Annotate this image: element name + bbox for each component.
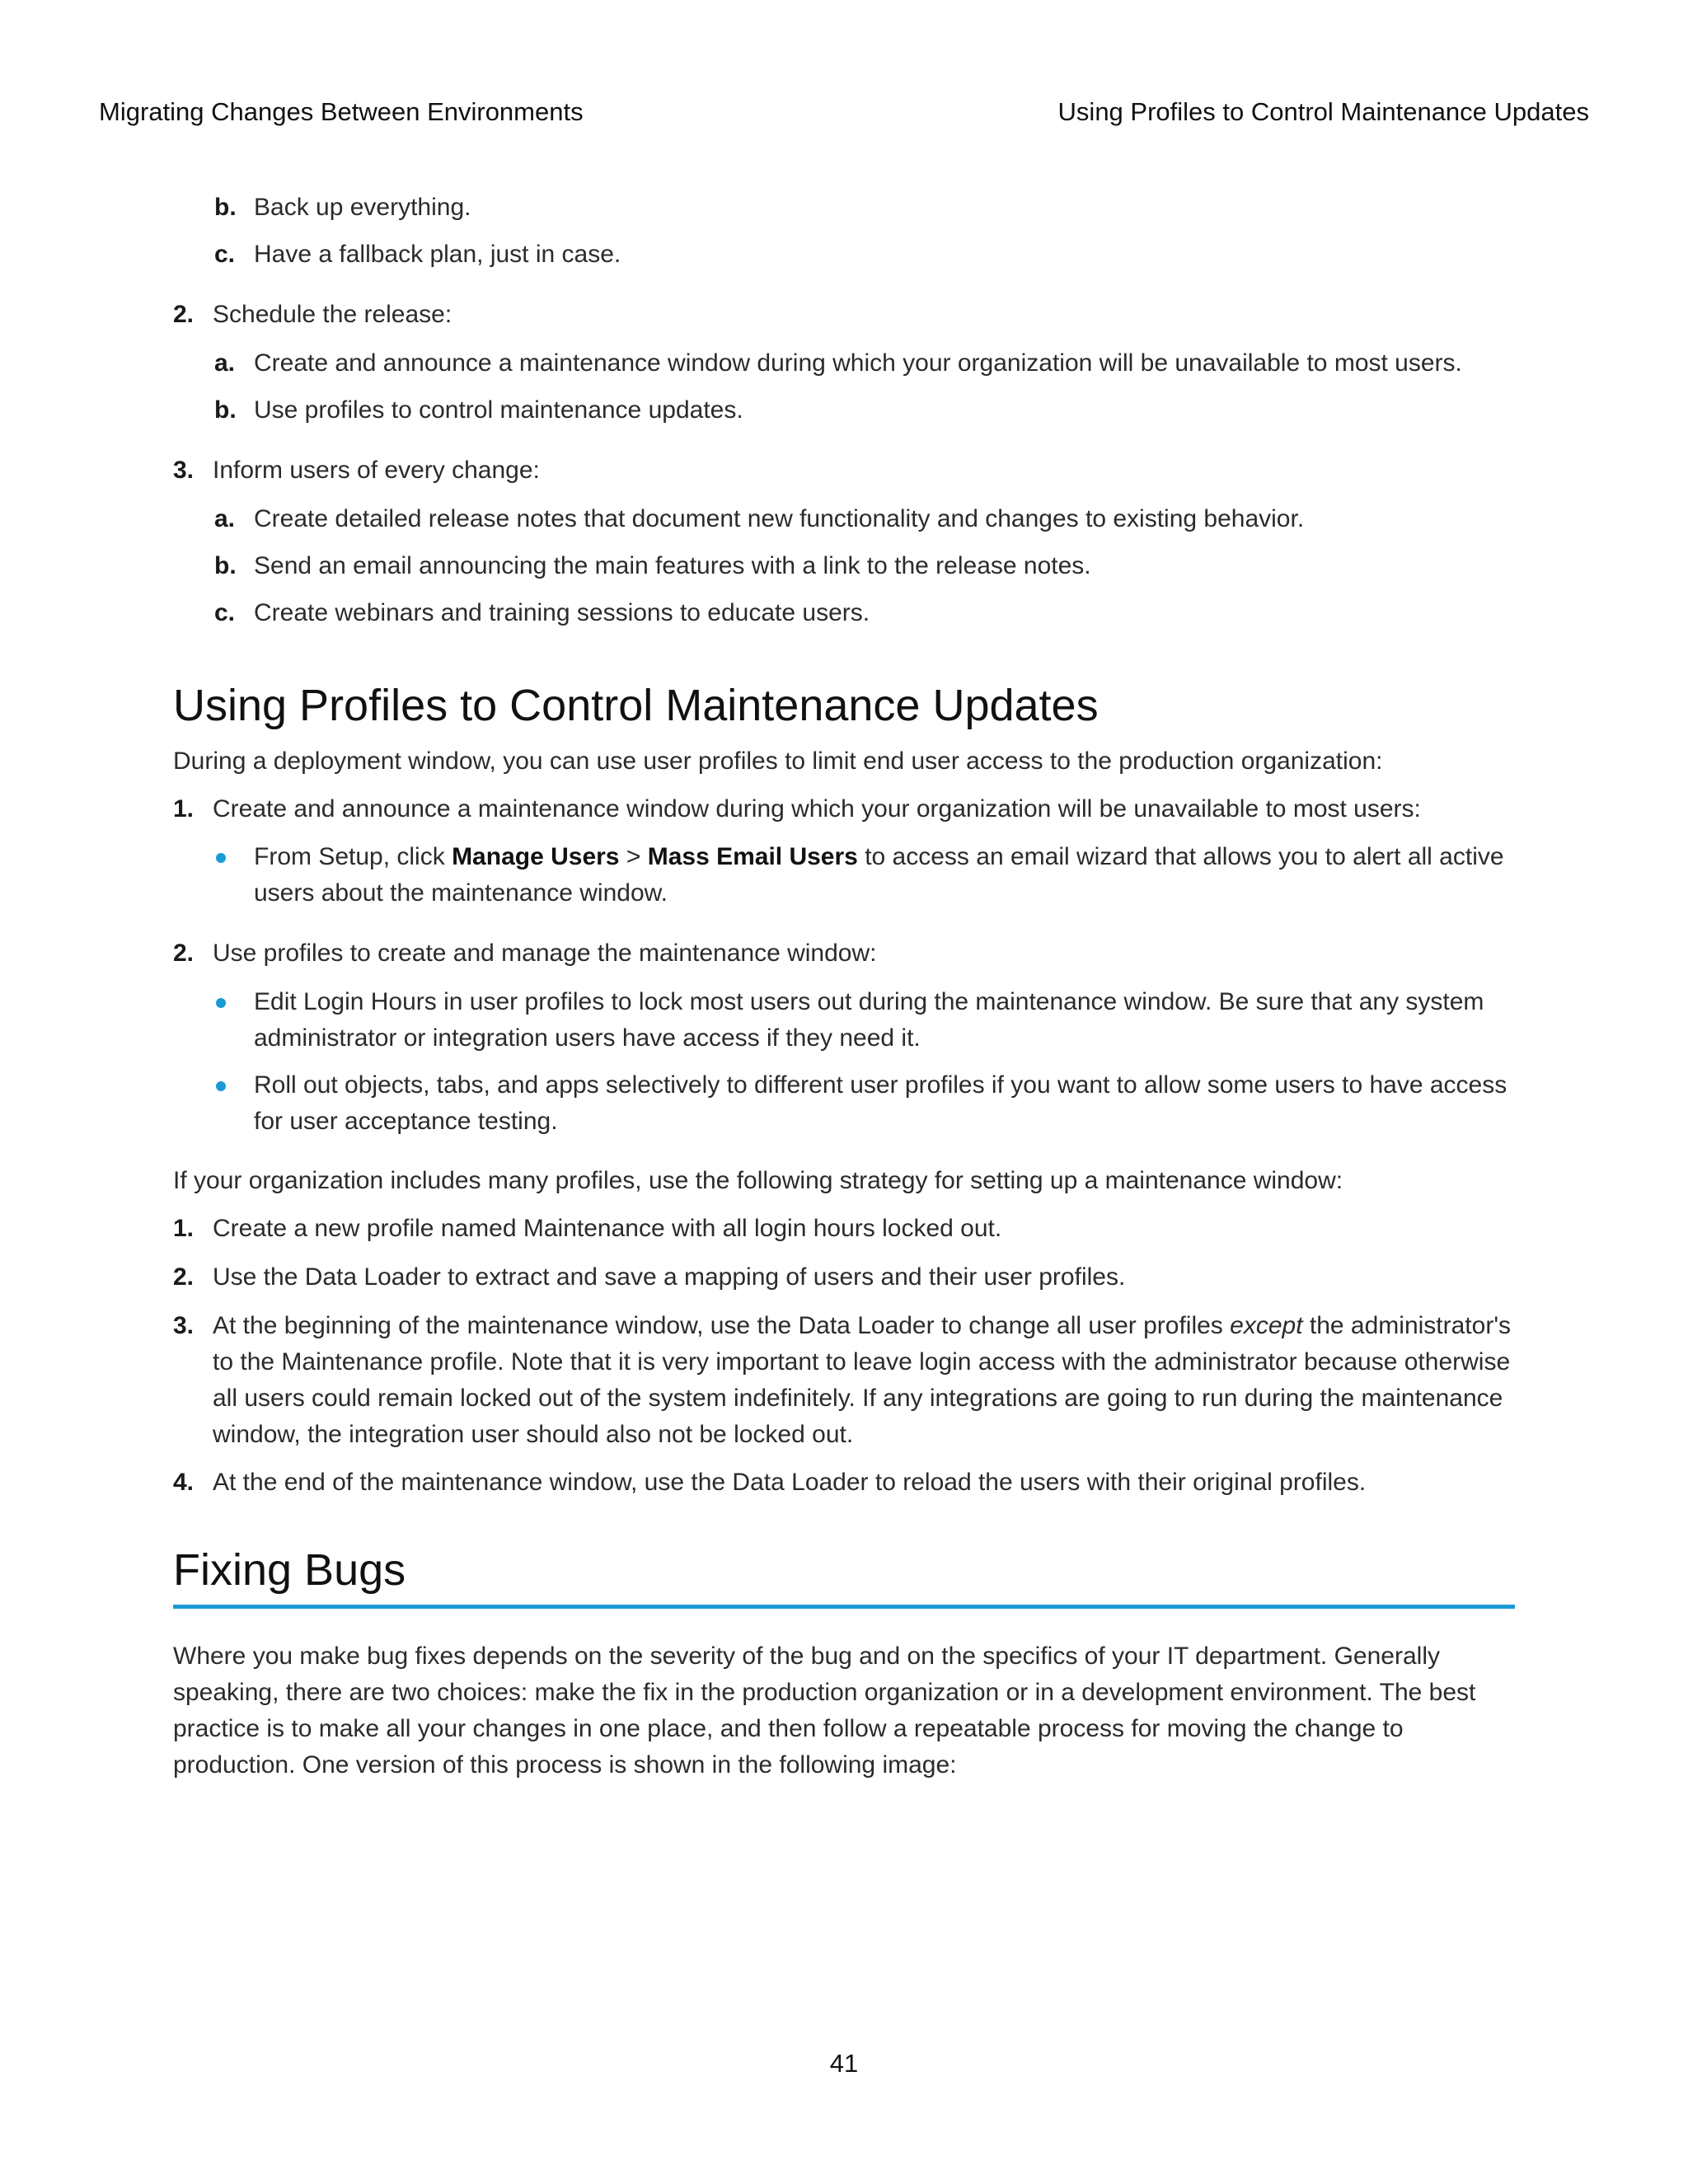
list-marker: b. [214, 396, 237, 424]
bullet-text [254, 843, 1504, 907]
list-item [214, 345, 1517, 382]
list-item-text-pre: At the beginning of the maintenance window, use the Data Loader to change all user profiles [213, 1312, 1231, 1339]
page-number: 41 [829, 2049, 859, 2078]
bullet-item [254, 1067, 1517, 1140]
list-marker: b. [214, 552, 237, 579]
list-item [173, 452, 1517, 489]
list-marker: a. [214, 349, 236, 377]
list-marker: 3. [173, 457, 195, 484]
list-item-text-post: the administrator's to the Maintenance profile. Note that it is very important to leave login access with the administrator because otherwise all users could remain locked out of the system indefinitely. If any integrations are going to run during the maintenance window, the integration user should also not be locked out. [213, 1312, 1512, 1448]
list-item [173, 1465, 1517, 1501]
list-item-text: Create and announce a maintenance window during which your organization will be unavailable to most users. [254, 349, 1462, 377]
emphasis-except: except [1230, 1312, 1303, 1339]
list-item [173, 1259, 1517, 1296]
bullet-dot-icon [216, 853, 226, 863]
list-item [214, 595, 1517, 631]
list-item-text: Back up everything. [254, 194, 471, 221]
path-separator: > [619, 843, 648, 870]
bullet-dot-icon [216, 998, 226, 1008]
list-item [173, 297, 1517, 333]
list-item [173, 935, 1517, 972]
strategy-intro: If your organization includes many profiles, use the following strategy for setting up a maintenance window: [173, 1167, 1343, 1194]
list-item [173, 1308, 1517, 1453]
heading-divider [173, 1605, 1515, 1609]
list-item-text: Create and announce a maintenance window during which your organization will be unavailable to most users: [213, 795, 1421, 823]
bullet-dot-icon [216, 1081, 226, 1091]
list-item-text: Create detailed release notes that document new functionality and changes to existing behavior. [254, 505, 1305, 532]
list-marker: 1. [173, 1215, 195, 1242]
list-item-text: Have a fallback plan, just in case. [254, 241, 621, 268]
running-header [99, 97, 1589, 130]
list-item-text: Create a new profile named Maintenance with all login hours locked out. [213, 1215, 1002, 1242]
ui-label-manage-users: Manage Users [452, 843, 620, 870]
list-item-text: Use profiles to control maintenance updates. [254, 396, 743, 424]
section-heading-profiles: Using Profiles to Control Maintenance Updates [173, 681, 1099, 730]
list-item-text: Create webinars and training sessions to educate users. [254, 599, 870, 626]
header-section-title: Using Profiles to Control Maintenance Updates [1057, 97, 1589, 126]
list-item [173, 791, 1517, 827]
list-marker: b. [214, 194, 237, 221]
section-heading-fixing-bugs: Fixing Bugs [173, 1545, 406, 1595]
list-item-text: Use profiles to create and manage the maintenance window: [213, 940, 877, 967]
list-item-text: Send an email announcing the main features with a link to the release notes. [254, 552, 1091, 579]
list-item [214, 190, 1517, 226]
list-item [214, 501, 1517, 537]
list-item [214, 392, 1517, 429]
list-item-text: Use the Data Loader to extract and save a mapping of users and their user profiles. [213, 1263, 1126, 1291]
list-marker: 2. [173, 940, 195, 967]
bullet-text-pre: From Setup, click [254, 843, 452, 870]
page-content [173, 190, 1517, 1783]
bullet-text-post: to access an email wizard that allows you to alert all active users about the maintenance window. [254, 843, 1504, 907]
bullet-item [254, 984, 1517, 1057]
list-item [214, 237, 1517, 273]
section-intro: During a deployment window, you can use user profiles to limit end user access to the production organization: [173, 748, 1383, 775]
header-chapter-title: Migrating Changes Between Environments [99, 97, 584, 126]
list-marker: c. [214, 599, 236, 626]
list-marker: c. [214, 241, 236, 268]
list-marker: 3. [173, 1312, 195, 1339]
list-item-text: Inform users of every change: [213, 457, 540, 484]
list-marker: 2. [173, 1263, 195, 1291]
list-item [173, 1211, 1517, 1247]
list-item-text: Schedule the release: [213, 301, 452, 328]
list-marker: a. [214, 505, 236, 532]
bullet-item [254, 839, 1517, 912]
list-item-text: At the end of the maintenance window, use the Data Loader to reload the users with their original profiles. [213, 1469, 1367, 1496]
bullet-text: Edit Login Hours in user profiles to lock most users out during the maintenance window. Be sure that any system administrator or integration users have access if they need it. [254, 988, 1484, 1052]
ui-label-mass-email-users: Mass Email Users [647, 843, 858, 870]
list-item-text [213, 1312, 1511, 1448]
list-marker: 2. [173, 301, 195, 328]
list-item [214, 548, 1517, 584]
list-marker: 1. [173, 795, 195, 823]
bullet-text: Roll out objects, tabs, and apps selectively to different user profiles if you want to allow some users to have access for user acceptance testing. [254, 1071, 1507, 1135]
fixing-bugs-body: Where you make bug fixes depends on the severity of the bug and on the specifics of your IT department. Generally speaking, there are two choices: make the fix in the production organization or in a development environment. The best practice is to make all your changes in one place, and then follow a repeatable process for moving the change to production. One version of this process is shown in the following image: [173, 1643, 1476, 1779]
list-marker: 4. [173, 1469, 195, 1496]
